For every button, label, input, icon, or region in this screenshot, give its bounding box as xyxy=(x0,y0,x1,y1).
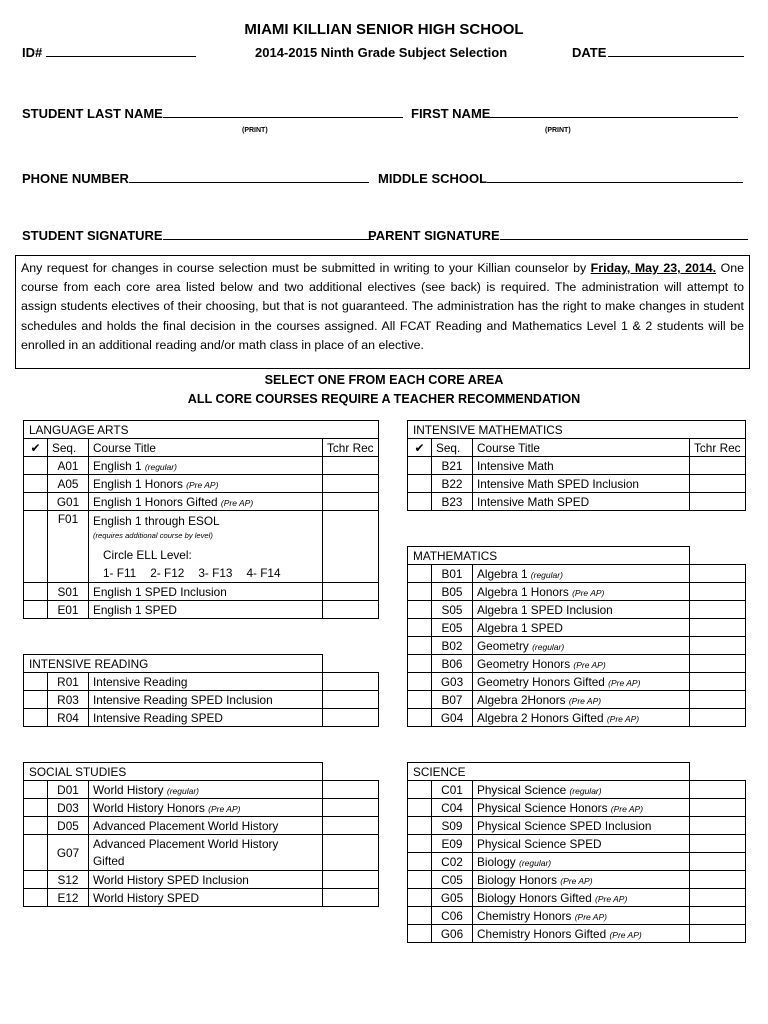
check-cell[interactable] xyxy=(24,475,48,493)
tchr-rec-cell[interactable] xyxy=(690,889,746,907)
student-signature-line xyxy=(163,228,374,240)
parent-signature-field[interactable] xyxy=(368,228,748,243)
table-row xyxy=(24,583,379,601)
tchr-rec-cell[interactable] xyxy=(690,673,746,691)
tchr-rec-cell[interactable] xyxy=(323,691,379,709)
tchr-column-header: Tchr Rec xyxy=(690,439,746,457)
middle-school-line xyxy=(487,171,743,183)
check-cell[interactable] xyxy=(408,781,432,799)
check-cell[interactable] xyxy=(24,511,48,583)
tchr-rec-cell[interactable] xyxy=(690,493,746,511)
tchr-rec-cell[interactable] xyxy=(323,457,379,475)
seq-cell: G01 xyxy=(48,493,89,511)
instructions-line-1: SELECT ONE FROM EACH CORE AREA xyxy=(264,373,504,387)
check-cell[interactable] xyxy=(24,835,48,871)
course-title: Advanced Placement World History xyxy=(89,817,323,835)
course-title: Physical Science Honors (Pre AP) xyxy=(473,799,690,817)
tchr-rec-cell[interactable] xyxy=(323,799,379,817)
course-title: Algebra 2Honors (Pre AP) xyxy=(473,691,690,709)
seq-cell: C02 xyxy=(432,853,473,871)
tchr-rec-cell[interactable] xyxy=(690,619,746,637)
first-name-field[interactable] xyxy=(411,106,738,121)
seq-cell: S09 xyxy=(432,817,473,835)
course-title: Algebra 1 Honors (Pre AP) xyxy=(473,583,690,601)
seq-cell: B06 xyxy=(432,655,473,673)
first-name-label: FIRST NAME xyxy=(411,106,491,121)
ell-level-1[interactable]: 1- F11 xyxy=(103,566,137,580)
table-row xyxy=(408,637,746,655)
middle-school-label: MIDDLE SCHOOL xyxy=(378,171,488,186)
check-cell[interactable] xyxy=(408,817,432,835)
table-row xyxy=(24,691,379,709)
seq-column-header: Seq. xyxy=(48,439,89,457)
course-title: Physical Science SPED xyxy=(473,835,690,853)
check-cell[interactable] xyxy=(408,673,432,691)
table-row xyxy=(24,835,379,871)
check-cell[interactable] xyxy=(408,709,432,727)
course-title: Advanced Placement World History Gifted xyxy=(89,835,323,871)
mathematics-table xyxy=(407,546,746,727)
course-title: Intensive Reading SPED Inclusion xyxy=(89,691,323,709)
tchr-rec-cell[interactable] xyxy=(690,655,746,673)
last-name-line xyxy=(163,106,403,118)
table-row xyxy=(24,457,379,475)
table-row xyxy=(408,781,746,799)
table-row xyxy=(408,673,746,691)
check-cell[interactable] xyxy=(24,817,48,835)
course-title: World History (regular) xyxy=(89,781,323,799)
table-row xyxy=(408,925,746,943)
course-title: World History Honors (Pre AP) xyxy=(89,799,323,817)
tchr-rec-cell[interactable] xyxy=(323,673,379,691)
seq-cell: A05 xyxy=(48,475,89,493)
seq-cell: B21 xyxy=(432,457,473,475)
ell-level-3[interactable]: 3- F13 xyxy=(198,566,233,580)
course-title: English 1 SPED Inclusion xyxy=(89,583,323,601)
ell-level-2[interactable]: 2- F12 xyxy=(150,566,185,580)
check-cell[interactable] xyxy=(408,601,432,619)
tchr-rec-cell[interactable] xyxy=(323,493,379,511)
table-row xyxy=(408,889,746,907)
check-cell[interactable] xyxy=(408,853,432,871)
title-column-header: Course Title xyxy=(89,439,323,457)
ell-circle-label: Circle ELL Level: xyxy=(103,548,192,562)
tchr-rec-cell[interactable] xyxy=(690,637,746,655)
course-title: World History SPED Inclusion xyxy=(89,871,323,889)
table-row xyxy=(408,799,746,817)
seq-cell: F01 xyxy=(48,511,89,583)
table-row xyxy=(408,565,746,583)
check-cell[interactable] xyxy=(408,493,432,511)
course-title: Geometry (regular) xyxy=(473,637,690,655)
social-studies-title: SOCIAL STUDIES xyxy=(24,763,323,781)
course-title: Geometry Honors (Pre AP) xyxy=(473,655,690,673)
table-row xyxy=(24,493,379,511)
social-studies-table xyxy=(23,762,379,907)
course-title: Biology Honors Gifted (Pre AP) xyxy=(473,889,690,907)
table-row xyxy=(408,655,746,673)
seq-cell: B22 xyxy=(432,475,473,493)
tchr-rec-cell[interactable] xyxy=(690,817,746,835)
seq-cell: B01 xyxy=(432,565,473,583)
check-cell[interactable] xyxy=(24,583,48,601)
tchr-rec-cell[interactable] xyxy=(690,709,746,727)
check-cell[interactable] xyxy=(24,781,48,799)
ell-levels xyxy=(93,564,318,582)
seq-cell: E12 xyxy=(48,889,89,907)
seq-cell: R01 xyxy=(48,673,89,691)
tchr-rec-cell[interactable] xyxy=(690,457,746,475)
seq-cell: G06 xyxy=(432,925,473,943)
tchr-rec-cell[interactable] xyxy=(323,871,379,889)
esol-note: (requires additional course by level) xyxy=(93,531,213,540)
course-title: English 1 (regular) xyxy=(89,457,323,475)
last-name-field[interactable] xyxy=(22,106,403,121)
course-title: Chemistry Honors Gifted (Pre AP) xyxy=(473,925,690,943)
tchr-rec-cell[interactable] xyxy=(323,511,379,583)
esol-course-name: English 1 through ESOL xyxy=(93,514,220,528)
course-title: Intensive Math SPED xyxy=(473,493,690,511)
notice-box xyxy=(15,255,750,369)
check-cell[interactable] xyxy=(408,457,432,475)
check-cell[interactable] xyxy=(24,493,48,511)
seq-cell: G07 xyxy=(48,835,89,871)
intensive-reading-title: INTENSIVE READING xyxy=(24,655,323,673)
check-cell[interactable] xyxy=(408,925,432,943)
seq-cell: D01 xyxy=(48,781,89,799)
language-arts-table xyxy=(23,420,379,619)
seq-cell: A01 xyxy=(48,457,89,475)
check-cell[interactable] xyxy=(408,691,432,709)
tchr-rec-cell[interactable] xyxy=(323,583,379,601)
course-title: English 1 Honors Gifted (Pre AP) xyxy=(89,493,323,511)
table-row xyxy=(408,601,746,619)
check-column-header: ✔ xyxy=(408,439,432,457)
check-cell[interactable] xyxy=(408,907,432,925)
table-row xyxy=(24,799,379,817)
seq-cell: C05 xyxy=(432,871,473,889)
seq-cell: D05 xyxy=(48,817,89,835)
language-arts-title: LANGUAGE ARTS xyxy=(24,421,379,439)
tchr-rec-cell[interactable] xyxy=(323,781,379,799)
check-cell[interactable] xyxy=(408,655,432,673)
course-title: Intensive Math SPED Inclusion xyxy=(473,475,690,493)
course-title: Algebra 1 (regular) xyxy=(473,565,690,583)
id-label: ID# xyxy=(22,45,43,60)
tchr-rec-cell[interactable] xyxy=(690,835,746,853)
seq-cell: C01 xyxy=(432,781,473,799)
check-cell[interactable] xyxy=(408,889,432,907)
tchr-rec-cell[interactable] xyxy=(690,601,746,619)
tchr-rec-cell[interactable] xyxy=(690,583,746,601)
check-cell[interactable] xyxy=(24,709,48,727)
tchr-rec-cell[interactable] xyxy=(690,925,746,943)
course-title: Algebra 1 SPED Inclusion xyxy=(473,601,690,619)
science-title: SCIENCE xyxy=(408,763,690,781)
course-title: Biology (regular) xyxy=(473,853,690,871)
tchr-rec-cell[interactable] xyxy=(690,691,746,709)
tchr-rec-cell[interactable] xyxy=(690,781,746,799)
table-row xyxy=(24,889,379,907)
tchr-rec-cell[interactable] xyxy=(690,799,746,817)
seq-cell: C06 xyxy=(432,907,473,925)
check-cell[interactable] xyxy=(408,835,432,853)
id-field[interactable] xyxy=(22,45,196,60)
check-column-header: ✔ xyxy=(24,439,48,457)
print-hint-last: (PRINT) xyxy=(242,127,268,134)
intensive-math-title: INTENSIVE MATHEMATICS xyxy=(408,421,746,439)
tchr-column-header: Tchr Rec xyxy=(323,439,379,457)
seq-cell: D03 xyxy=(48,799,89,817)
table-row xyxy=(24,673,379,691)
student-signature-label: STUDENT SIGNATURE xyxy=(22,228,163,243)
table-row xyxy=(24,817,379,835)
table-row xyxy=(408,493,746,511)
check-cell[interactable] xyxy=(24,799,48,817)
table-row xyxy=(408,475,746,493)
course-title: Biology Honors (Pre AP) xyxy=(473,871,690,889)
seq-cell: S01 xyxy=(48,583,89,601)
tchr-rec-cell[interactable] xyxy=(690,907,746,925)
table-row xyxy=(408,853,746,871)
course-title: Physical Science (regular) xyxy=(473,781,690,799)
course-title: Geometry Honors Gifted (Pre AP) xyxy=(473,673,690,691)
check-cell[interactable] xyxy=(24,691,48,709)
table-row xyxy=(24,871,379,889)
middle-school-field[interactable] xyxy=(378,171,743,186)
school-name: MIAMI KILLIAN SENIOR HIGH SCHOOL xyxy=(244,21,524,38)
seq-cell: R04 xyxy=(48,709,89,727)
table-row xyxy=(408,583,746,601)
seq-cell: S05 xyxy=(432,601,473,619)
table-row xyxy=(408,871,746,889)
check-cell[interactable] xyxy=(24,871,48,889)
seq-cell: G03 xyxy=(432,673,473,691)
notice-text-2: One course from each core area listed below and two additional electives (see back) is required. The administration will attempt to assign students electives of their choosing, but that is not guaranteed. The administration has the right to make changes in student schedules and holds the final decision in the courses assigned. All FCAT Reading and Mathematics Level 1 & 2 students will be enrolled in an additional reading and/or math class in place of an elective. xyxy=(21,261,744,352)
table-row xyxy=(408,817,746,835)
check-cell[interactable] xyxy=(24,601,48,619)
check-cell[interactable] xyxy=(408,799,432,817)
course-title: Physical Science SPED Inclusion xyxy=(473,817,690,835)
check-cell[interactable] xyxy=(24,673,48,691)
id-line xyxy=(46,45,196,57)
course-title: Intensive Math xyxy=(473,457,690,475)
table-row xyxy=(24,601,379,619)
seq-cell: G05 xyxy=(432,889,473,907)
check-cell[interactable] xyxy=(24,457,48,475)
seq-cell: B23 xyxy=(432,493,473,511)
mathematics-title: MATHEMATICS xyxy=(408,547,690,565)
course-title: Chemistry Honors (Pre AP) xyxy=(473,907,690,925)
table-row xyxy=(408,907,746,925)
seq-cell: R03 xyxy=(48,691,89,709)
course-title: English 1 Honors (Pre AP) xyxy=(89,475,323,493)
check-cell[interactable] xyxy=(408,637,432,655)
instructions-line-2: ALL CORE COURSES REQUIRE A TEACHER RECOMMENDATION xyxy=(187,392,581,406)
tchr-rec-cell[interactable] xyxy=(690,871,746,889)
table-row xyxy=(24,475,379,493)
seq-cell: B07 xyxy=(432,691,473,709)
seq-cell: E01 xyxy=(48,601,89,619)
date-label: DATE xyxy=(572,45,607,60)
course-title: Intensive Reading SPED xyxy=(89,709,323,727)
date-line xyxy=(608,45,744,57)
check-cell[interactable] xyxy=(24,889,48,907)
table-row xyxy=(408,691,746,709)
phone-field[interactable] xyxy=(22,171,369,186)
tchr-rec-cell[interactable] xyxy=(323,601,379,619)
print-hint-first: (PRINT) xyxy=(545,127,571,134)
science-table xyxy=(407,762,746,943)
course-title: World History SPED xyxy=(89,889,323,907)
last-name-label: STUDENT LAST NAME xyxy=(22,106,163,121)
table-row xyxy=(408,709,746,727)
table-row xyxy=(408,457,746,475)
table-row xyxy=(408,619,746,637)
tchr-rec-cell[interactable] xyxy=(323,835,379,871)
seq-column-header: Seq. xyxy=(432,439,473,457)
course-title: Algebra 1 SPED xyxy=(473,619,690,637)
seq-cell: C04 xyxy=(432,799,473,817)
course-title: English 1 SPED xyxy=(89,601,323,619)
table-row-esol xyxy=(24,511,379,583)
date-field[interactable] xyxy=(572,45,744,60)
seq-cell: E05 xyxy=(432,619,473,637)
parent-signature-line xyxy=(500,228,748,240)
check-cell[interactable] xyxy=(408,475,432,493)
seq-cell: B05 xyxy=(432,583,473,601)
parent-signature-label: PARENT SIGNATURE xyxy=(368,228,500,243)
tchr-rec-cell[interactable] xyxy=(690,565,746,583)
table-row xyxy=(408,835,746,853)
tchr-rec-cell[interactable] xyxy=(323,709,379,727)
phone-line xyxy=(129,171,369,183)
seq-cell: G04 xyxy=(432,709,473,727)
tchr-rec-cell[interactable] xyxy=(690,475,746,493)
check-cell[interactable] xyxy=(408,565,432,583)
tchr-rec-cell[interactable] xyxy=(323,475,379,493)
course-title: Algebra 2 Honors Gifted (Pre AP) xyxy=(473,709,690,727)
notice-deadline: Friday, May 23, 2014. xyxy=(590,261,717,275)
title-column-header: Course Title xyxy=(473,439,690,457)
seq-cell: E09 xyxy=(432,835,473,853)
table-row xyxy=(24,781,379,799)
course-title-esol xyxy=(89,511,323,583)
form-title: 2014-2015 Ninth Grade Subject Selection xyxy=(255,45,508,60)
student-signature-field[interactable] xyxy=(22,228,374,243)
check-cell[interactable] xyxy=(408,583,432,601)
intensive-reading-table xyxy=(23,654,379,727)
notice-text-1: Any request for changes in course selection must be submitted in writing to your Killian counselor by xyxy=(21,261,591,275)
phone-label: PHONE NUMBER xyxy=(22,171,129,186)
check-cell[interactable] xyxy=(408,871,432,889)
intensive-math-table xyxy=(407,420,746,511)
course-title: Intensive Reading xyxy=(89,673,323,691)
tchr-rec-cell[interactable] xyxy=(323,817,379,835)
seq-cell: S12 xyxy=(48,871,89,889)
ell-level-4[interactable]: 4- F14 xyxy=(246,566,281,580)
tchr-rec-cell[interactable] xyxy=(323,889,379,907)
seq-cell: B02 xyxy=(432,637,473,655)
table-row xyxy=(24,709,379,727)
check-cell[interactable] xyxy=(408,619,432,637)
first-name-line xyxy=(490,106,738,118)
tchr-rec-cell[interactable] xyxy=(690,853,746,871)
